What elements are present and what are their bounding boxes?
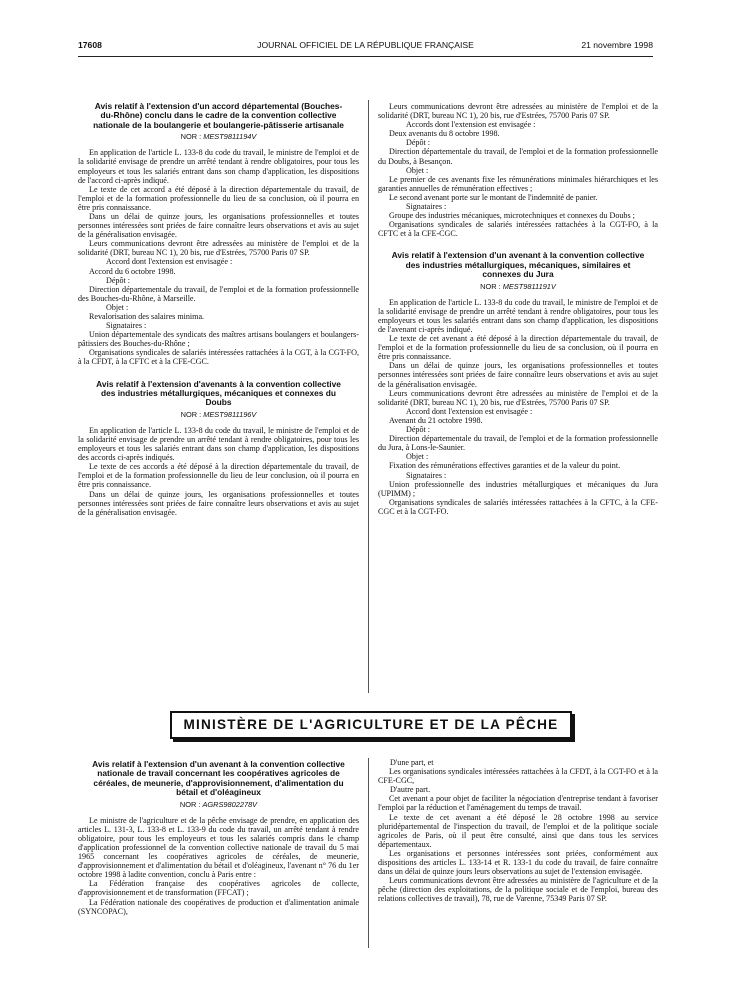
paragraph: Les organisations et personnes intéressées sont priées, conformément aux dispositions des articles L. 133-14 et R. 133-1 du code du travail, de faire connaître dans un délai de quinze jours leurs observations au sujet de l'extension envisagée.: [378, 848, 658, 877]
depot-value: Direction départementale du travail, de l'emploi et de la formation professionnelle du Jura, à Lons-le-Saunier.: [378, 434, 658, 453]
depot-label: Dépôt :: [106, 275, 131, 285]
accord-value: Deux avenants du 8 octobre 1998.: [389, 129, 500, 139]
paragraph: Les organisations syndicales intéressées rattachées à la CFDT, à la CGT-FO et à la CFE-CGC,: [378, 767, 658, 786]
accord-label: Accord dont l'extension est envisagée :: [406, 406, 533, 416]
paragraph: La Fédération nationale des coopératives de production et d'alimentation animale (SYNCOPAC),: [78, 897, 359, 916]
paragraph: Dans un délai de quinze jours, les organisations professionnelles et toutes personnes intéressées sont priées de faire connaître leurs observations et avis au sujet de la généralisation envisagée.: [78, 489, 359, 517]
paragraph: Dans un délai de quinze jours, les organisations professionnelles et toutes personnes intéressées sont priées de faire connaître leurs observations et avis au sujet de la généralisation envisagée.: [378, 361, 658, 389]
notice-doubs: [78, 380, 359, 517]
header-rule: [78, 56, 653, 57]
issue-date: 21 novembre 1998: [581, 40, 653, 50]
nor-code: AGRS9802278V: [202, 799, 258, 809]
objet-label: Objet :: [106, 302, 129, 312]
paragraph: Dans un délai de quinze jours, les organisations professionnelles et toutes personnes intéressées sont priées de faire connaître leurs observations et avis au sujet de la généralisation envisagée.: [78, 211, 359, 240]
signataire-item: Union départementale des syndicats des maîtres artisans boulangers et boulangers-pâtissiers des Bouches-du-Rhône ;: [78, 330, 359, 349]
right-column: [378, 102, 658, 516]
notice-bouches-du-rhone: [78, 102, 359, 367]
signataires-label: Signataires :: [406, 470, 447, 480]
depot-value: Direction départementale du travail, de l'emploi et de la formation professionnelle du Doubs, à Besançon.: [378, 147, 658, 166]
column-divider: [368, 758, 369, 948]
objet-label: Objet :: [406, 165, 429, 175]
paragraph: En application de l'article L. 133-8 du code du travail, le ministre de l'emploi et de la solidarité envisage de prendre un arrêté tendant à rendre obligatoires, pour tous les employeurs et tous les salariés entrant dans son champ d'application, les dispositions des accords ci-après indiqués.: [78, 425, 359, 463]
signataires-label: Signataires :: [406, 202, 447, 212]
nor-reference: NOR : MEST9811191V: [480, 281, 556, 291]
signataire-item: Organisations syndicales de salariés intéressées rattachées à la CFTC, à la CFE-CGC et à la CGT-FO.: [378, 497, 658, 516]
nor-code: MEST9811191V: [502, 281, 556, 291]
nor-reference: NOR : MEST9811196V: [180, 409, 257, 419]
accord-value: Accord du 6 octobre 1998.: [89, 266, 176, 276]
depot-value: Direction départementale du travail, de l'emploi et de la formation professionnelle des Bouches-du-Rhône, à Marseille.: [78, 284, 359, 303]
paragraph: Leurs communications devront être adressées au ministère de l'emploi et de la solidarité (DRT, bureau NC 1), 20 bis, rue d'Estrées, 75700 Paris 07 SP.: [378, 388, 658, 407]
paragraph: En application de l'article L. 133-8 du code du travail, le ministre de l'emploi et de la solidarité envisage de prendre un arrêté tendant à rendre obligatoires, pour tous les employeurs et tous les salariés entrant dans son champ d'application, les dispositions de l'accord ci-après indiqué.: [78, 148, 359, 185]
objet-value: Le second avenant porte sur le montant de l'indemnité de panier.: [389, 192, 598, 202]
paragraph: Leurs communications devront être adressées au ministère de l'agriculture et de la pêche (direction des exploitations, de la politique sociale et de l'emploi, bureau des relations collectives de travail), 78, rue de Varenne, 75349 Paris 07 SP.: [378, 876, 658, 904]
objet-value: Le premier de ces avenants fixe les rémunérations minimales hiérarchiques et les garanties annuelles de rémunération effectives ;: [378, 174, 658, 193]
column-divider: [368, 100, 369, 693]
nor-code: MEST9811196V: [203, 409, 257, 419]
accord-label: Accords dont l'extension est envisagée :: [406, 120, 536, 130]
nor-code: MEST9811194V: [203, 132, 257, 142]
paragraph: Le texte de cet accord a été déposé à la direction départementale du travail, de l'emploi et de la formation professionnelle du lieu de sa conclusion, où il pourra en être pris connaissance.: [78, 184, 359, 212]
signataires-label: Signataires :: [106, 321, 147, 331]
page-header: [78, 40, 653, 56]
paragraph: Le texte de cet avenant a été déposé le 28 octobre 1998 au service pluridépartemental de l'inspection du travail, de l'emploi et de la politique sociale agricoles de Paris, où il peut être consulté, ainsi que dans tous les services départementaux.: [378, 812, 658, 849]
nor-reference: NOR : AGRS9802278V: [179, 799, 258, 809]
notice-doubs-continued: [378, 102, 658, 238]
notice-jura: [378, 251, 658, 516]
paragraph: En application de l'article L. 133-8 du code du travail, le ministre de l'emploi et de la solidarité envisage de prendre un arrêté tendant à rendre obligatoires, pour tous les employeurs et tous les salariés entrant dans son champ d'application, les dispositions de l'avenant ci-après indiqué.: [378, 297, 658, 334]
paragraph: La Fédération française des coopératives agricoles de collecte, d'approvisionnement et de transformation (FFCAT) ;: [78, 879, 359, 898]
paragraph: Le texte de ces accords a été déposé à la direction départementale du travail, de l'emploi et de la formation professionnelle du lieu de leur conclusion, où il pourra en être pris connaissance.: [78, 462, 359, 490]
paragraph: D'autre part.: [390, 785, 431, 795]
paragraph: Leurs communications devront être adressées au ministère de l'emploi et de la solidarité (DRT, bureau NC 1), 20 bis, rue d'Estrées, 75700 Paris 07 SP.: [78, 239, 359, 258]
accord-value: Avenant du 21 octobre 1998.: [389, 415, 483, 425]
paragraph: Le ministre de l'agriculture et de la pêche envisage de prendre, en application des articles L. 131-3, L. 133-8 et L. 133-9 du code du travail, un arrêté tendant à rendre obligatoire, pour tous les employeurs et tous les salariés compris dans le champ d'application professionnel de la convention collective nationale de travail du 5 mai 1965 concernant les coopératives agricoles de céréales, de meunerie, d'approvisionnement et d'alimentation du bétail et d'oléagineux, l'avenant n° 76 du 1er octobre 1998 à ladite convention, conclu à Paris entre :: [78, 815, 359, 880]
accord-label: Accord dont l'extension est envisagée :: [106, 257, 233, 267]
notice-title: Avis relatif à l'extension d'avenants à la convention collective des industries métallurgiques, mécaniques et connexes du Doubs: [96, 378, 341, 408]
paragraph: Cet avenant a pour objet de faciliter la négociation d'entreprise tendant à favoriser l'emploi par la réduction et l'aménagement du temps de travail.: [378, 794, 658, 813]
notice-title: Avis relatif à l'extension d'un avenant à la convention collective des industries métallurgiques, mécaniques, similaires et connexes du Jura: [391, 250, 645, 280]
ministry-banner: MINISTÈRE DE L'AGRICULTURE ET DE LA PÊCHE: [170, 711, 572, 739]
objet-label: Objet :: [406, 452, 429, 462]
objet-value: Revalorisation des salaires minima.: [89, 312, 205, 321]
paragraph: D'une part, et: [390, 758, 434, 767]
signataire-item: Groupe des industries mécaniques, microtechniques et connexes du Doubs ;: [389, 211, 635, 221]
depot-label: Dépôt :: [406, 425, 431, 435]
paragraph: Leurs communications devront être adressées au ministère de l'emploi et de la solidarité (DRT, bureau NC 1), 20 bis, rue d'Estrées, 75700 Paris 07 SP.: [378, 102, 658, 121]
page-number: 17608: [78, 40, 102, 50]
notice-title: Avis relatif à l'extension d'un avenant à la convention collective nationale de travail concernant les coopératives agricoles de céréales, de meunerie, d'approvisionnement, d'alimentation du bétail et d'oléagineux: [92, 759, 345, 798]
nor-reference: NOR : MEST9811194V: [180, 132, 257, 142]
journal-title: JOURNAL OFFICIEL DE LA RÉPUBLIQUE FRANÇAISE: [257, 40, 474, 50]
signataire-item: Organisations syndicales de salariés intéressées rattachées à la CGT, à la CGT-FO, à la CFDT, à la CFTC et à la CFE-CGC.: [78, 348, 359, 367]
signataire-item: Union professionnelle des industries métallurgiques et mécaniques du Jura (UPIMM) ;: [378, 479, 658, 498]
agri-right-column: [378, 758, 658, 904]
agri-left-column: [78, 760, 359, 916]
objet-value: Fixation des rémunérations effectives garanties et de la valeur du point.: [389, 461, 621, 471]
signataire-item: Organisations syndicales de salariés intéressées rattachées à la CGT-FO, à la CFTC et à la CFE-CGC.: [378, 220, 658, 239]
left-column: [78, 102, 359, 517]
notice-title: Avis relatif à l'extension d'un accord départemental (Bouches-du-Rhône) conclu dans le cadre de la convention collective nationale de la boulangerie et boulangerie-pâtisserie artisanale: [93, 101, 344, 130]
paragraph: Le texte de cet avenant a été déposé à la direction départementale du travail, de l'emploi et de la formation professionnelle du lieu de sa conclusion, où il pourra en être pris connaissance.: [378, 334, 658, 362]
depot-label: Dépôt :: [406, 138, 431, 148]
